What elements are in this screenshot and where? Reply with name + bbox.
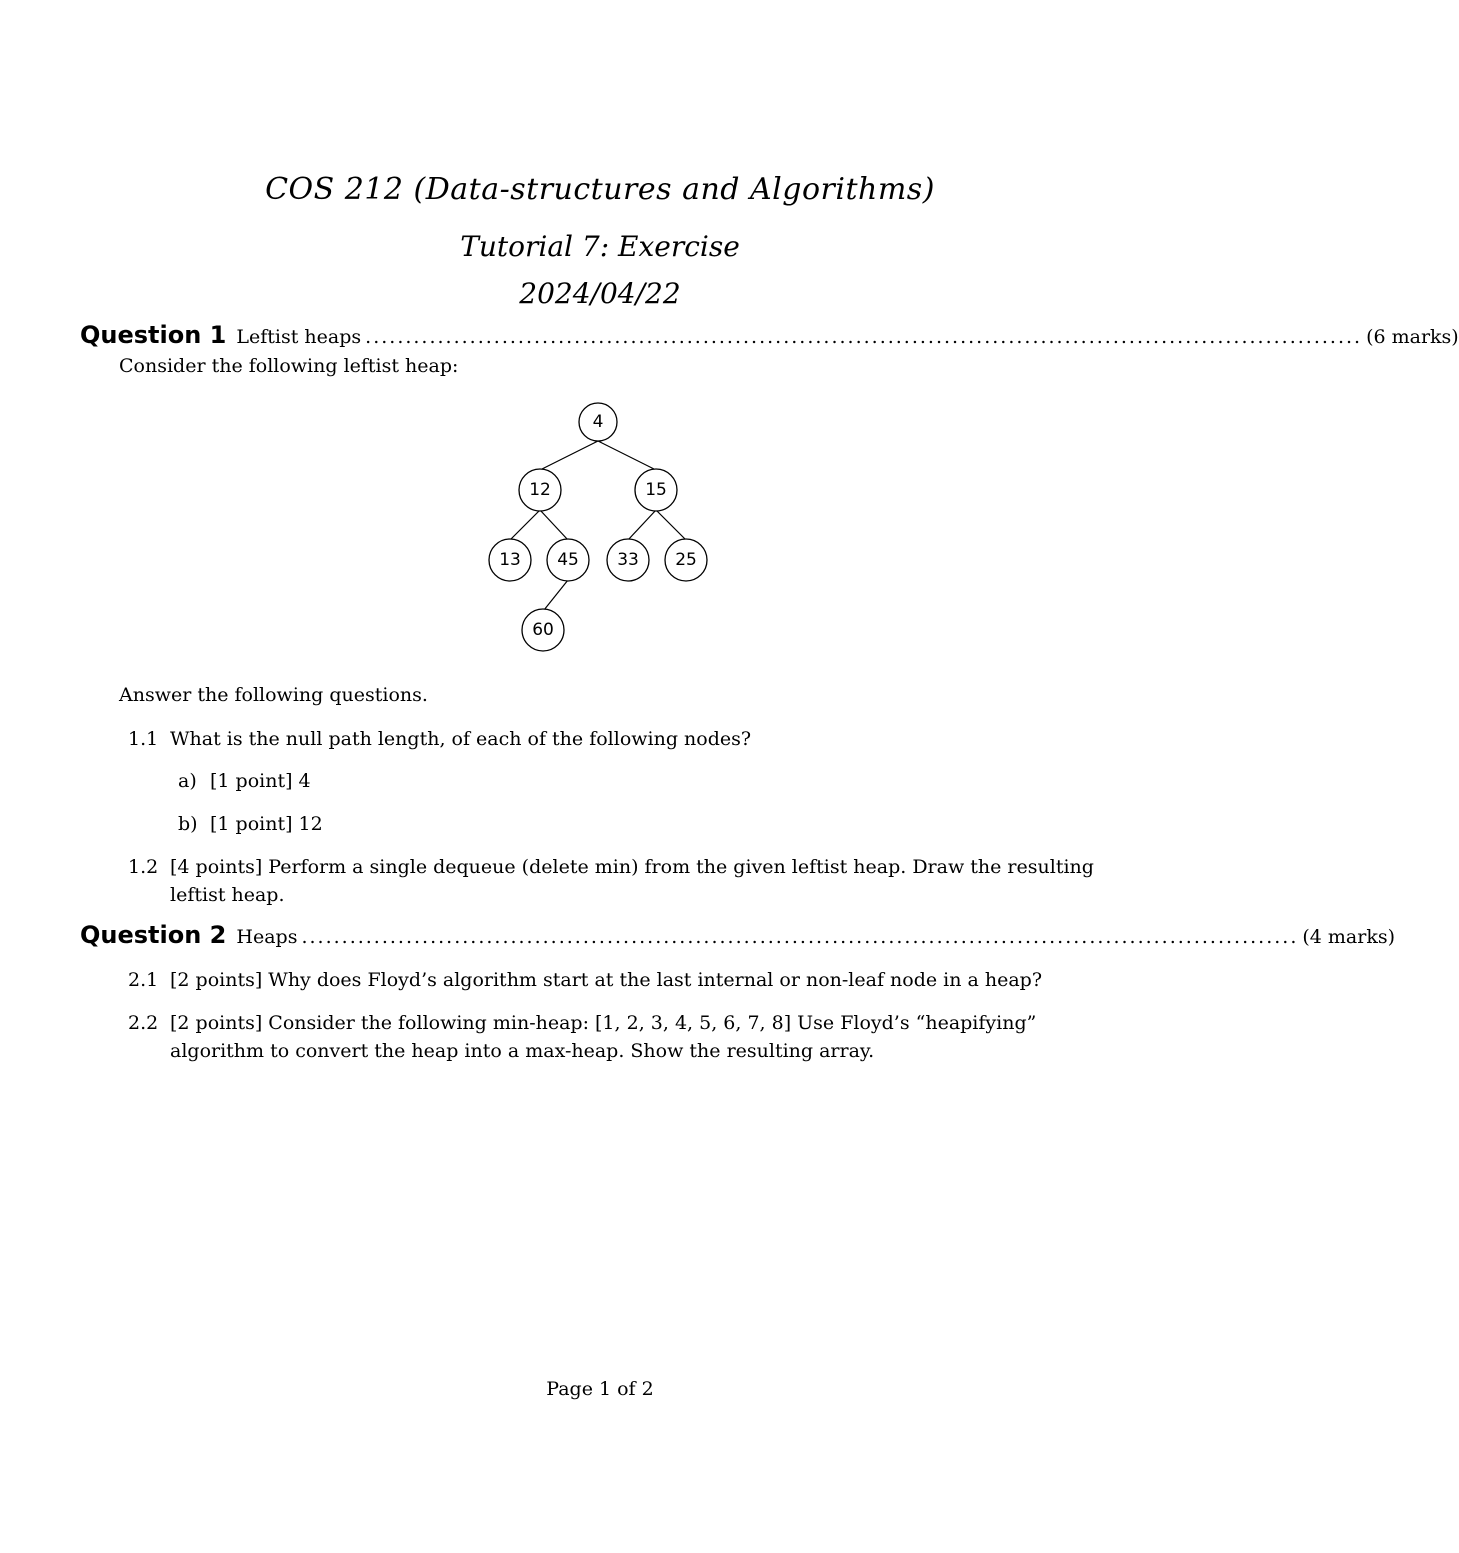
question-1-label: Question 1 <box>80 321 227 349</box>
heap-node-value: 12 <box>529 480 551 500</box>
heap-node-value: 13 <box>499 550 521 570</box>
heap-node <box>519 469 561 511</box>
heap-node <box>522 609 564 651</box>
edge-45-60 <box>544 580 568 610</box>
answer-prompt: Answer the following questions. <box>119 684 428 706</box>
document-title: COS 212 (Data-structures and Algorithms) <box>265 172 935 207</box>
item-number: 1.1 <box>128 728 159 750</box>
sub-item-text: [1 point] 12 <box>210 813 323 835</box>
leftist-heap-diagram <box>470 400 730 660</box>
question-2-topic: Heaps <box>236 926 298 948</box>
edge-12-45 <box>540 510 568 540</box>
question-1-marks: (6 marks) <box>1366 326 1459 348</box>
dot-leader: ............................................................................................................................ <box>365 326 1363 348</box>
heap-node-value: 33 <box>617 550 639 570</box>
item-text: [4 points] Perform a single dequeue (delete min) from the given leftist heap. Draw the resulting leftist heap. <box>170 856 1094 906</box>
question-1-topic: Leftist heaps <box>236 326 362 348</box>
heap-node <box>579 403 617 441</box>
item-number: 2.2 <box>128 1012 159 1034</box>
sub-item-text: [1 point] 4 <box>210 770 311 792</box>
item-text: What is the null path length, of each of the following nodes? <box>170 728 752 750</box>
tutorial-title: Tutorial 7: Exercise <box>460 230 740 263</box>
edge-15-25 <box>656 510 686 540</box>
edge-12-13 <box>510 510 540 540</box>
edge-4-12 <box>540 441 598 470</box>
heap-node <box>665 539 707 581</box>
edge-4-15 <box>598 441 656 470</box>
heap-node-value: 45 <box>557 550 579 570</box>
sub-item-label: a) <box>178 770 197 792</box>
heap-node-value: 15 <box>645 480 667 500</box>
heap-node <box>547 539 589 581</box>
item-text: [2 points] Consider the following min-heap: [1, 2, 3, 4, 5, 6, 7, 8] Use Floyd’s “heapifying” algorithm to convert the heap into a max-heap. Show the resulting array. <box>170 1012 1037 1062</box>
question-2-header <box>80 921 1396 949</box>
heap-node-value: 25 <box>675 550 697 570</box>
page-number: Page 1 of 2 <box>546 1378 654 1400</box>
item-number: 1.2 <box>128 856 159 878</box>
item-number: 2.1 <box>128 969 159 991</box>
tree-edges <box>510 441 686 610</box>
question-1-header <box>80 321 1459 349</box>
question-2-label: Question 2 <box>80 921 227 949</box>
heap-node <box>635 469 677 511</box>
edge-15-33 <box>628 510 656 540</box>
question-1-intro: Consider the following leftist heap: <box>119 355 459 377</box>
heap-node <box>607 539 649 581</box>
question-2-marks: (4 marks) <box>1302 926 1396 948</box>
document-date: 2024/04/22 <box>519 277 681 310</box>
heap-node-value: 60 <box>532 620 554 640</box>
item-text: [2 points] Why does Floyd’s algorithm start at the last internal or non-leaf node in a heap? <box>170 969 1043 991</box>
heap-node-value: 4 <box>592 412 604 432</box>
dot-leader: ............................................................................................................................ <box>301 926 1299 948</box>
sub-item-label: b) <box>178 813 198 835</box>
heap-node <box>489 539 531 581</box>
